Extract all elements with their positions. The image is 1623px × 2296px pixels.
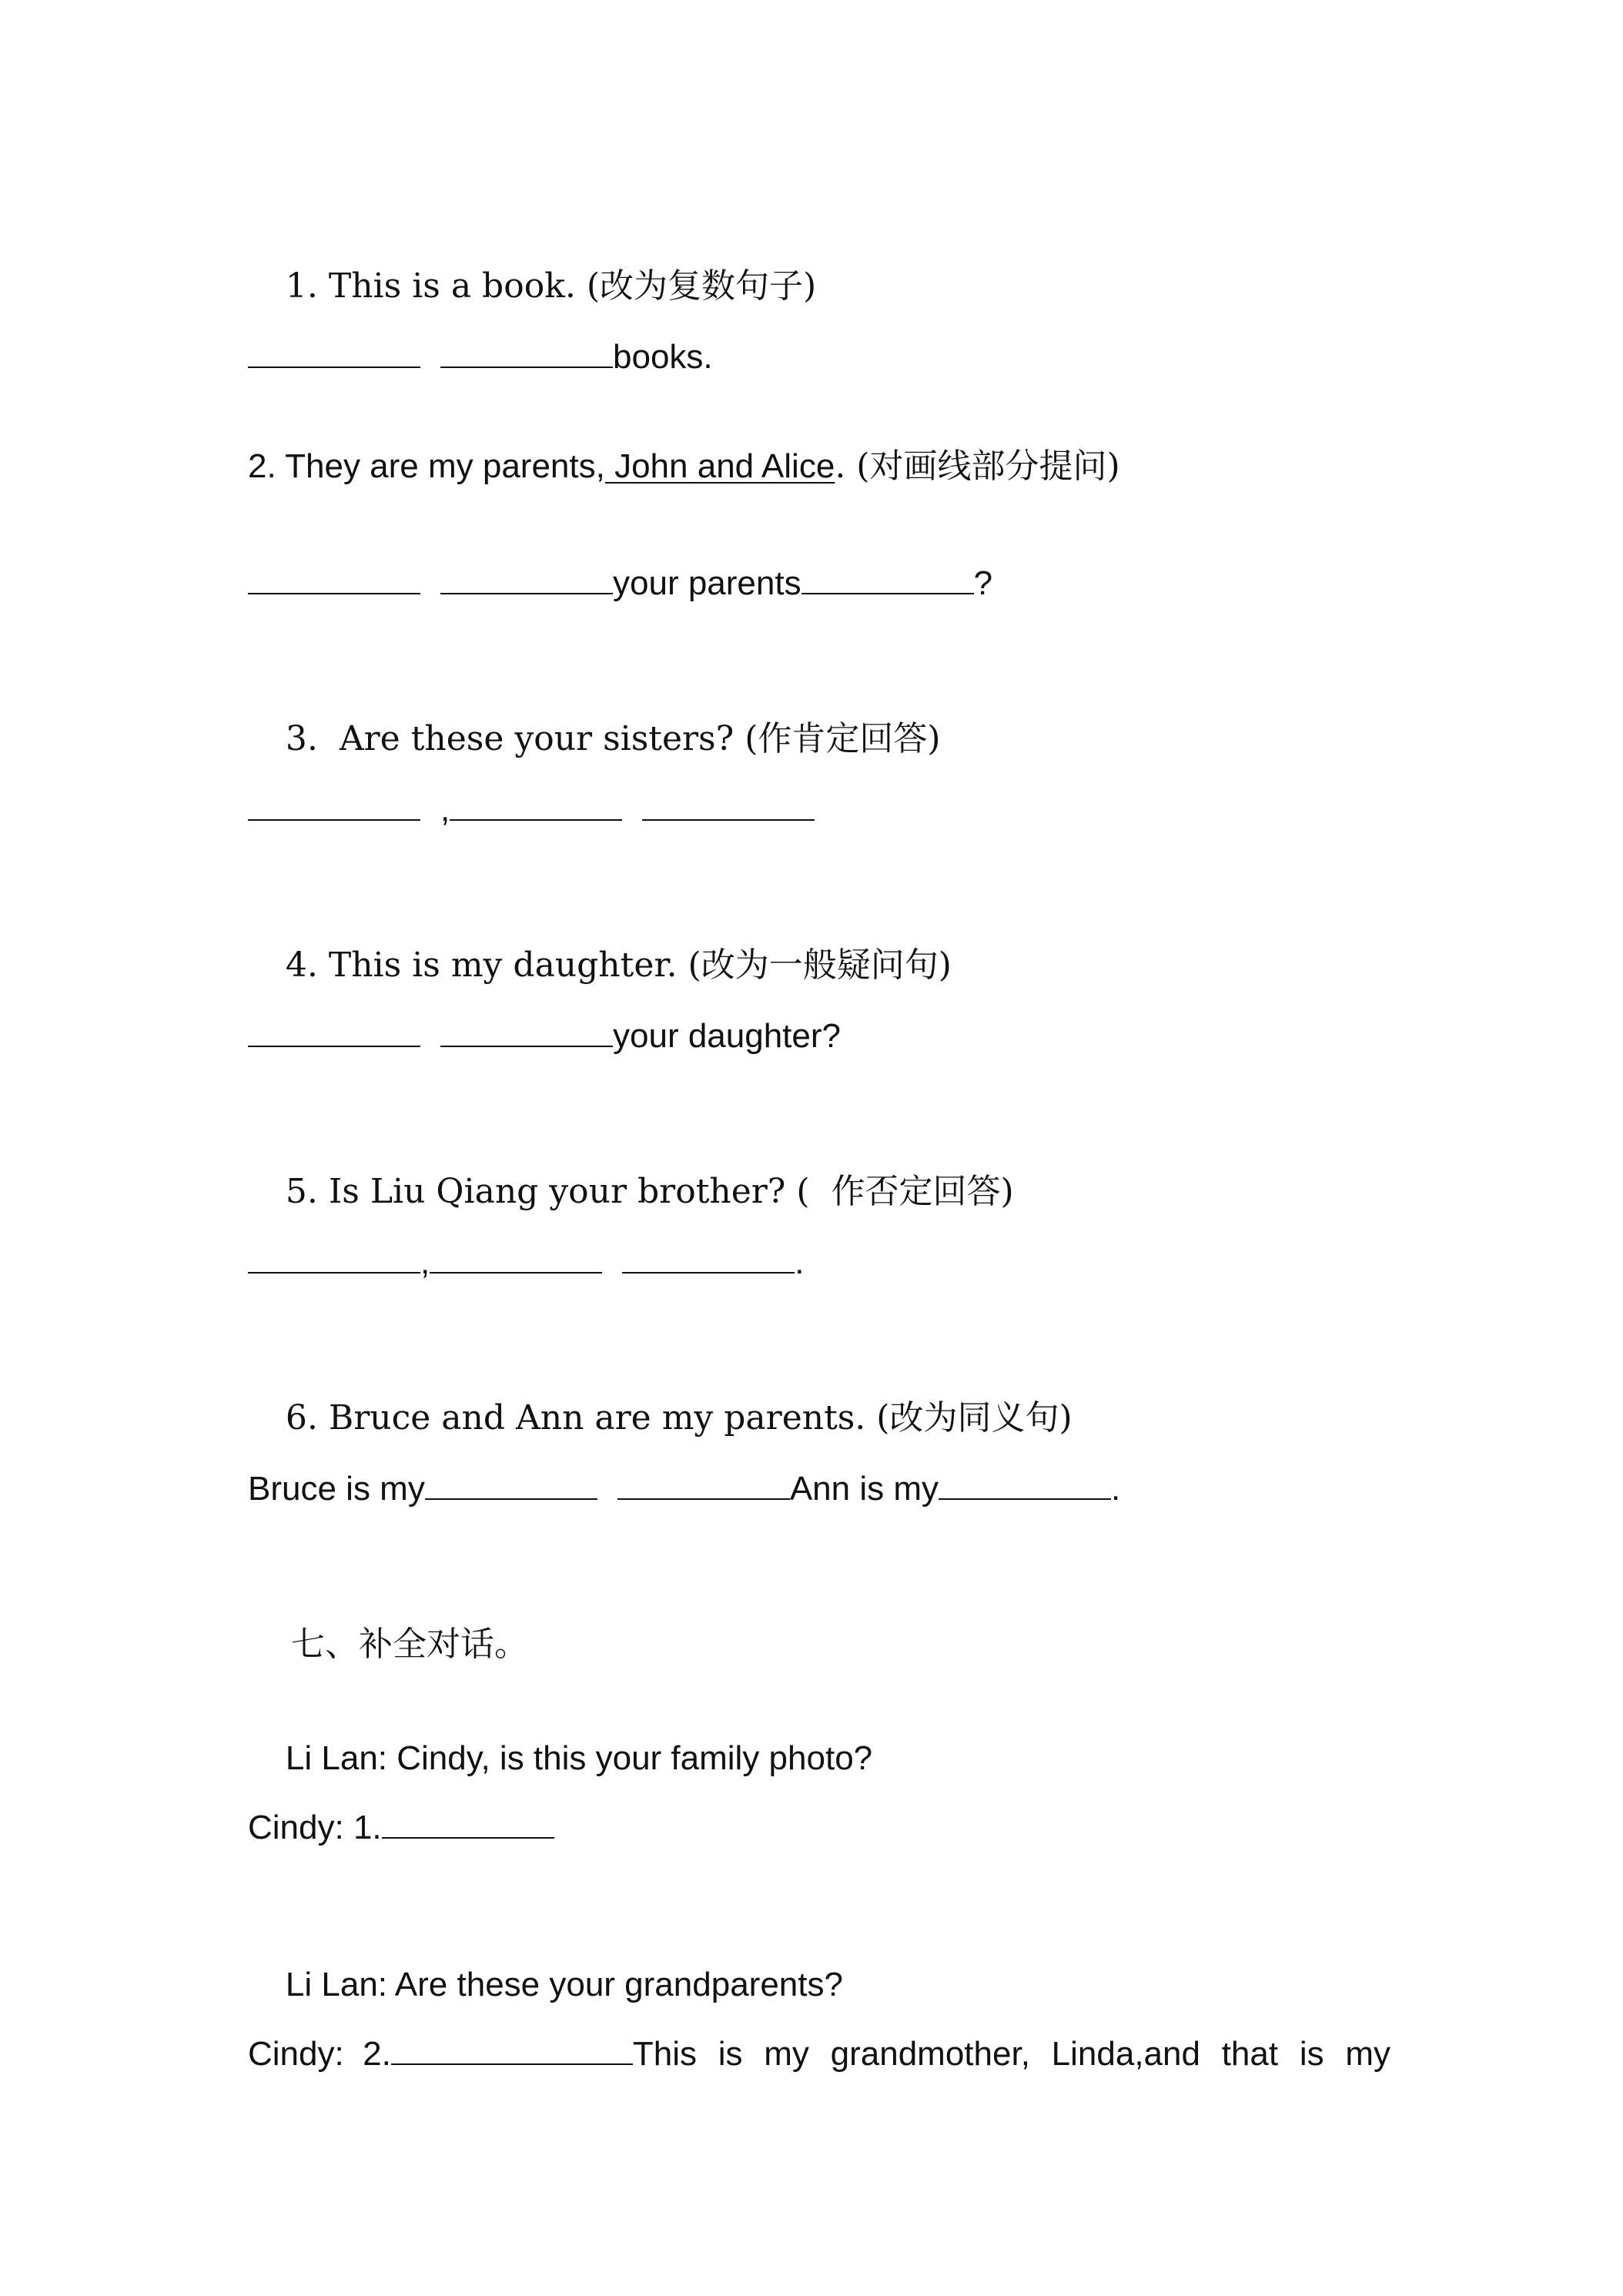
dialogue-word: my (1345, 2035, 1390, 2073)
answer-blank[interactable] (248, 557, 420, 594)
question-6-text: 6. Bruce and Ann are my parents. (改为同义句) (285, 1398, 1073, 1438)
question-1-text: 1. This is a book. (改为复数句子) (285, 266, 817, 306)
answer-blank[interactable] (939, 1463, 1111, 1500)
answer-blank[interactable] (450, 784, 622, 821)
question-6-answer (248, 1463, 1120, 1509)
answer-blank[interactable] (440, 557, 613, 594)
question-3-text: 3. Are these your sisters? (作肯定回答) (285, 719, 941, 758)
dialogue-word: Linda,and (1051, 2035, 1200, 2073)
question-2-underlined-part: John and Alice (604, 447, 835, 485)
dialogue-word: This (632, 2035, 697, 2073)
dialogue-line-2 (248, 1802, 554, 1848)
question-5-answer-end: . (795, 1243, 805, 1281)
dialogue-line-4-prefix: Cindy: 2. (248, 2035, 391, 2073)
dialogue-line-1-text: Li Lan: Cindy, is this your family photo? (285, 1739, 873, 1777)
question-2-answer-end: ? (973, 564, 993, 602)
question-3-prompt (248, 670, 941, 758)
question-3-answer (248, 784, 815, 830)
question-4-text: 4. This is my daughter. (改为一般疑问句) (285, 946, 952, 985)
answer-blank[interactable] (617, 1463, 790, 1500)
answer-blank[interactable] (248, 784, 420, 821)
section-heading (248, 1575, 528, 1664)
dialogue-line-3 (248, 1916, 843, 2003)
question-4-prompt (248, 896, 952, 985)
dialogue-word: is (1299, 2035, 1324, 2073)
answer-blank[interactable] (248, 331, 420, 368)
question-6-answer-start: Bruce is my (248, 1470, 425, 1508)
question-6-answer-end: . (1111, 1470, 1121, 1508)
answer-blank[interactable] (391, 2028, 633, 2065)
question-2-prompt (248, 443, 1120, 490)
question-3-answer-comma: , (440, 791, 450, 828)
section-heading-text: 七、补全对话。 (290, 1625, 528, 1664)
dialogue-line-1 (248, 1689, 873, 1777)
answer-blank[interactable] (440, 1010, 613, 1047)
answer-blank[interactable] (622, 1237, 795, 1274)
answer-blank[interactable] (248, 1237, 420, 1274)
dialogue-word: grandmother, (830, 2035, 1030, 2073)
question-1-answer (248, 331, 713, 377)
question-1-answer-suffix: books. (613, 338, 713, 376)
dialogue-line-4-prefix-group (248, 2028, 697, 2077)
question-5-answer (248, 1237, 804, 1283)
answer-blank[interactable] (248, 1010, 420, 1047)
question-5-answer-comma: , (420, 1243, 430, 1281)
question-2-text-before: 2. They are my parents, (248, 447, 605, 485)
question-1-prompt (248, 217, 817, 306)
dialogue-line-4 (248, 2028, 1390, 2074)
dialogue-word: that (1221, 2035, 1279, 2073)
question-2-answer (248, 557, 992, 604)
answer-blank[interactable] (430, 1237, 602, 1274)
question-2-text-after: . (对画线部分提问) (835, 447, 1120, 486)
question-5-prompt (248, 1123, 1014, 1211)
dialogue-line-3-text: Li Lan: Are these your grandparents? (285, 1966, 843, 2003)
question-4-answer (248, 1010, 841, 1056)
answer-blank[interactable] (801, 557, 974, 594)
question-2-answer-middle: your parents (613, 564, 801, 602)
question-5-text: 5. Is Liu Qiang your brother? ( 作否定回答) (285, 1172, 1014, 1211)
answer-blank[interactable] (440, 331, 613, 368)
question-4-answer-suffix: your daughter? (613, 1017, 841, 1055)
answer-blank[interactable] (642, 784, 815, 821)
answer-blank[interactable] (425, 1463, 597, 1500)
dialogue-word: my (764, 2035, 809, 2073)
question-6-prompt (248, 1349, 1073, 1438)
answer-blank[interactable] (382, 1802, 554, 1839)
dialogue-line-2-prefix: Cindy: 1. (248, 1809, 382, 1846)
question-6-answer-middle: Ann is my (789, 1470, 939, 1508)
dialogue-word: is (718, 2035, 743, 2073)
